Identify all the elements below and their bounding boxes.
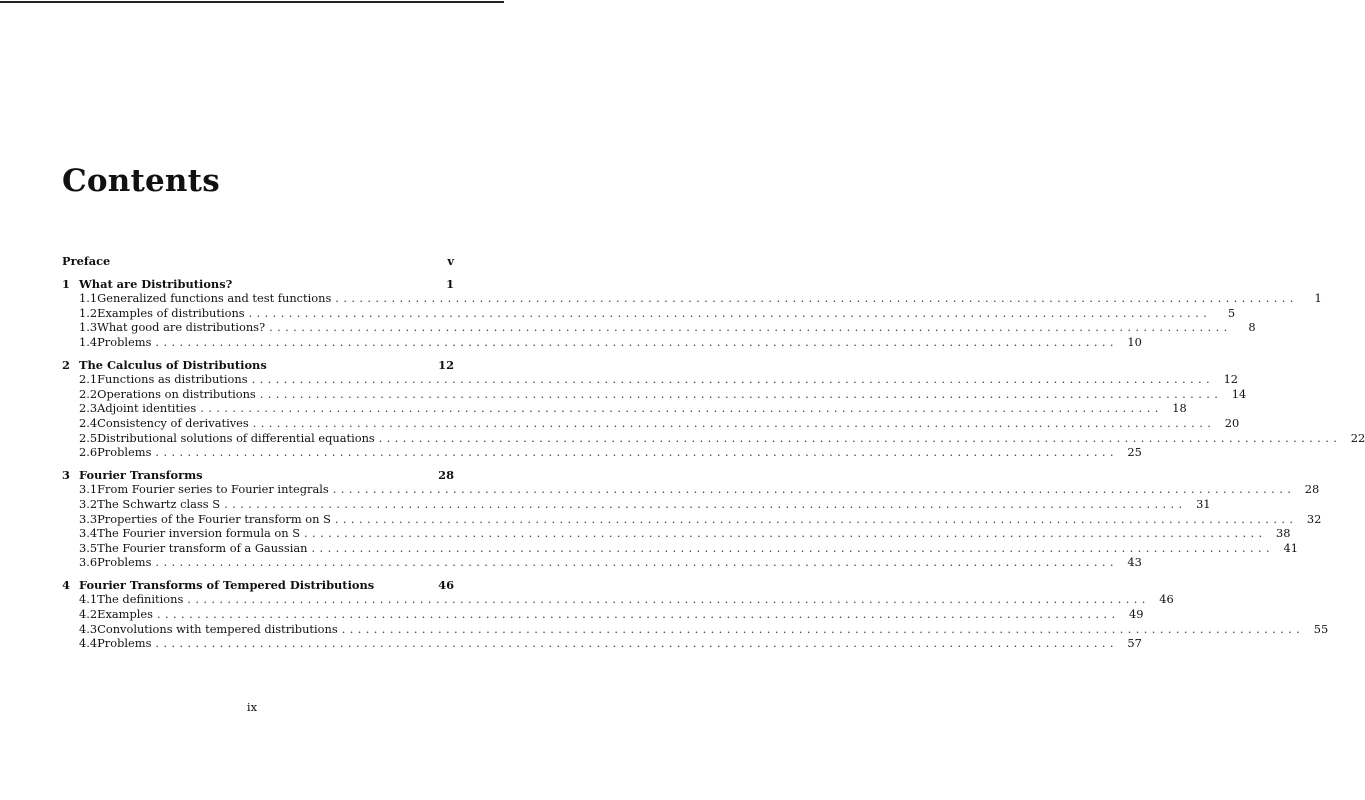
section-title: Problems	[97, 555, 152, 570]
section-number: 4.2	[79, 607, 98, 622]
dot-leader: ........................................................................................................................	[155, 445, 1118, 460]
section-page: 38	[1276, 526, 1291, 541]
spacer	[62, 350, 454, 358]
section-number: 1.1	[79, 291, 98, 306]
section-entry[interactable]	[62, 445, 1142, 460]
section-page: 41	[1283, 540, 1299, 555]
dot-leader: ........................................................................................................................	[335, 291, 1298, 306]
dot-leader: ........................................................................................................................	[269, 320, 1232, 335]
section-title: The Schwartz class S	[97, 496, 221, 511]
section-page: 49	[1128, 607, 1144, 622]
dot-leader: ........................................................................................................................	[378, 430, 1342, 445]
section-title: Distributional solutions of differential equations	[97, 430, 375, 445]
section-title: Problems	[97, 636, 152, 651]
chapter-block	[62, 350, 1365, 460]
section-number: 3.5	[79, 540, 98, 555]
chapter-entry[interactable]	[62, 277, 454, 292]
preface-entry[interactable]	[62, 254, 454, 269]
section-number: 4.3	[79, 621, 98, 636]
section-title: The Fourier transform of a Gaussian	[97, 540, 308, 555]
section-number: 2.1	[79, 372, 98, 387]
spacer	[62, 460, 454, 468]
dot-leader: ........................................................................................................................	[334, 511, 1298, 526]
chapter-title: Fourier Transforms	[79, 467, 203, 482]
dot-leader: ........................................................................................................................	[311, 540, 1275, 555]
section-title: Examples	[97, 607, 153, 622]
dot-leader: ........................................................................................................................	[248, 305, 1212, 320]
section-page: 1	[1314, 291, 1322, 306]
dot-leader: ........................................................................................................................	[252, 415, 1216, 430]
section-page: 10	[1127, 334, 1142, 349]
section-entry[interactable]	[62, 305, 1236, 321]
page-title: Contents	[62, 163, 220, 199]
section-number: 2.4	[79, 415, 98, 430]
page-number: ix	[246, 700, 258, 714]
section-number: 2.3	[79, 401, 98, 416]
section-number: 1.4	[79, 334, 98, 349]
section-entry[interactable]	[62, 621, 1329, 637]
section-number: 3.6	[79, 555, 98, 570]
section-page: 31	[1196, 496, 1211, 511]
section-entry[interactable]	[62, 372, 1239, 387]
section-title: Problems	[97, 334, 152, 349]
section-title: What good are distributions?	[97, 320, 266, 335]
dot-leader: ........................................................................................................................	[259, 386, 1223, 401]
section-page: 46	[1159, 592, 1174, 607]
dot-leader: ........................................................................................................................	[156, 607, 1120, 622]
section-entry[interactable]	[62, 482, 1320, 497]
section-page: 5	[1227, 305, 1236, 320]
section-title: Adjoint identities	[97, 401, 197, 416]
section-number: 1.2	[79, 305, 98, 320]
chapter-page: 46	[438, 577, 454, 592]
section-number: 2.5	[79, 430, 98, 445]
section-page: 43	[1127, 555, 1142, 570]
section-title: Properties of the Fourier transform on S	[97, 511, 331, 526]
section-entry[interactable]	[62, 291, 1322, 306]
chapter-list	[62, 269, 1365, 651]
section-number: 3.2	[79, 496, 98, 511]
chapter-page: 28	[438, 467, 454, 482]
section-title: Operations on distributions	[97, 386, 256, 401]
section-number: 2.2	[79, 386, 98, 401]
section-number: 2.6	[79, 445, 98, 460]
chapter-number: 1	[62, 276, 70, 291]
section-entry[interactable]	[62, 386, 1247, 402]
dot-leader: ........................................................................................................................	[155, 555, 1118, 570]
section-page: 8	[1248, 320, 1256, 335]
dot-leader: ........................................................................................................................	[332, 482, 1296, 497]
chapter-entry[interactable]	[62, 468, 454, 483]
section-page: 57	[1127, 636, 1142, 651]
chapter-page: 1	[446, 276, 454, 291]
section-page: 22	[1350, 430, 1365, 445]
section-page: 12	[1223, 372, 1239, 387]
section-page: 20	[1224, 415, 1240, 430]
section-page: 32	[1306, 511, 1322, 526]
chapter-number: 4	[62, 577, 70, 592]
dot-leader: ........................................................................................................................	[155, 334, 1118, 349]
section-entry[interactable]	[62, 430, 1365, 446]
section-page: 18	[1172, 401, 1187, 416]
dot-leader: ........................................................................................................................	[155, 636, 1118, 651]
section-number: 1.3	[79, 320, 98, 335]
section-page: 55	[1313, 621, 1329, 636]
section-entry[interactable]	[62, 496, 1211, 512]
section-number: 3.3	[79, 511, 98, 526]
section-entry[interactable]	[62, 607, 1144, 622]
section-title: The Fourier inversion formula on S	[97, 526, 301, 541]
section-entry[interactable]	[62, 334, 1142, 350]
section-entry[interactable]	[62, 592, 1174, 607]
chapter-title: The Calculus of Distributions	[79, 357, 267, 372]
section-entry[interactable]	[62, 401, 1187, 416]
chapter-block	[62, 570, 1329, 651]
section-title: From Fourier series to Fourier integrals	[97, 482, 329, 497]
section-entry[interactable]	[62, 511, 1322, 527]
dot-leader: ........................................................................................................................	[304, 526, 1267, 541]
dot-leader: ........................................................................................................................	[251, 372, 1215, 387]
preface-title: Preface	[62, 254, 111, 268]
chapter-block	[62, 269, 1322, 350]
chapter-page: 12	[438, 357, 454, 372]
section-title: Problems	[97, 445, 152, 460]
spacer	[62, 269, 454, 277]
dot-leader: ........................................................................................................................	[200, 401, 1163, 416]
section-number: 4.1	[79, 592, 98, 607]
section-entry[interactable]	[62, 526, 1291, 541]
chapter-number: 3	[62, 467, 70, 482]
section-entry[interactable]	[62, 540, 1299, 556]
section-title: Consistency of derivatives	[97, 415, 249, 430]
section-number: 3.4	[79, 526, 98, 541]
spacer	[62, 570, 454, 578]
section-entry[interactable]	[62, 415, 1240, 431]
dot-leader: ........................................................................................................................	[224, 496, 1187, 511]
section-entry[interactable]	[62, 636, 1142, 651]
section-entry[interactable]	[62, 320, 1256, 335]
dot-leader: ........................................................................................................................	[187, 592, 1150, 607]
section-title: Convolutions with tempered distributions	[97, 621, 338, 636]
chapter-title: Fourier Transforms of Tempered Distributions	[79, 577, 375, 592]
chapter-entry[interactable]	[62, 358, 454, 373]
section-page: 28	[1304, 482, 1320, 497]
preface-page: v	[447, 254, 454, 268]
chapter-title: What are Distributions?	[79, 276, 233, 291]
section-number: 3.1	[79, 482, 98, 497]
dot-leader: ........................................................................................................................	[341, 621, 1305, 636]
top-rule	[0, 1, 504, 3]
table-of-contents	[62, 254, 1365, 651]
chapter-entry[interactable]	[62, 578, 454, 593]
section-page: 14	[1231, 386, 1247, 401]
section-number: 4.4	[79, 636, 98, 651]
section-title: Functions as distributions	[97, 372, 248, 387]
section-title: The definitions	[97, 592, 184, 607]
chapter-block	[62, 460, 1322, 570]
section-title: Generalized functions and test functions	[97, 291, 332, 306]
chapter-number: 2	[62, 357, 70, 372]
section-page: 25	[1127, 445, 1142, 460]
section-title: Examples of distributions	[97, 305, 245, 320]
section-entry[interactable]	[62, 555, 1142, 570]
